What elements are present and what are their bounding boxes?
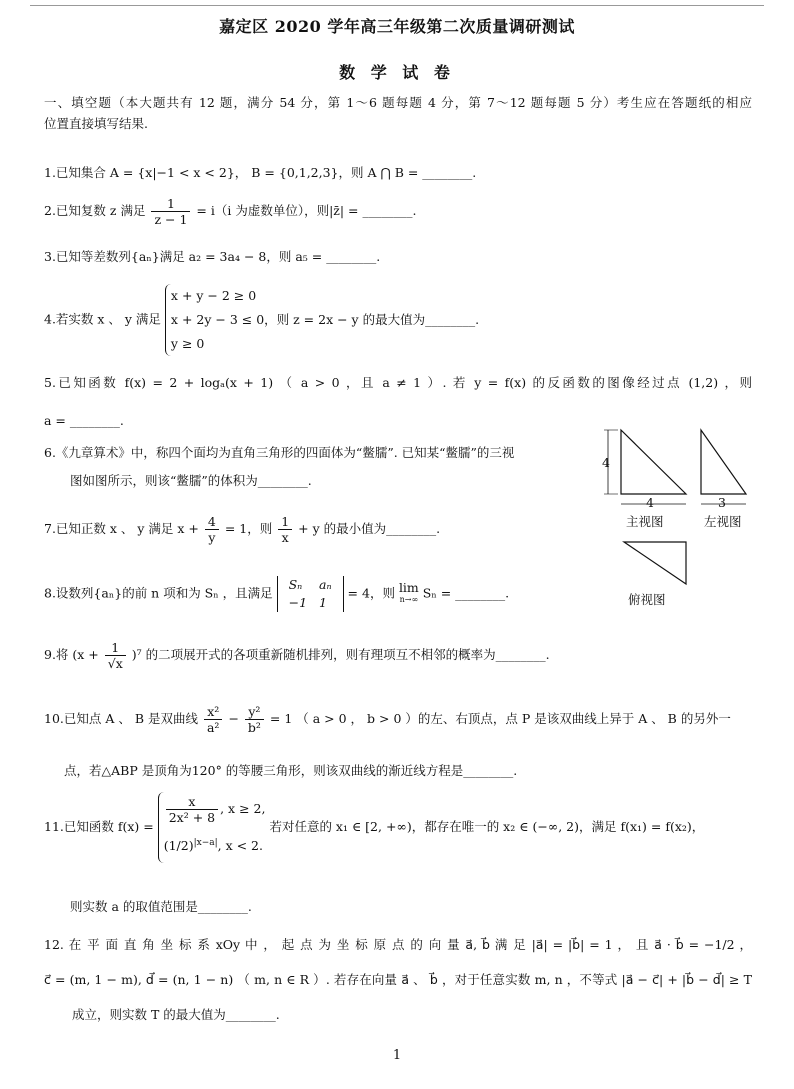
question-10 [44,704,731,735]
section-line-2: 位置直接填写结果. [44,116,148,131]
q9-num: 1 [105,640,126,656]
front-width-label: 4 [646,495,654,510]
q8-pre: 8.设数列{aₙ}的前 n 项和为 Sₙ ，且满足 [44,585,273,601]
page-title: 嘉定区 2020 学年高三年级第二次质量调研测试 [219,17,575,36]
question-5 [44,372,752,431]
q2-post: = i（i 为虚数单位），则|z̄| = ________. [196,203,417,218]
q11-line-2: 则实数 a 的取值范围是________. [70,899,252,914]
top-view-label: 俯视图 [628,592,666,607]
question-6 [44,442,514,491]
q10-minus: − [228,711,239,726]
q4-sys-3: y ≥ 0 [170,336,205,351]
q11-case-2 [164,826,266,863]
q11-piecewise [158,792,266,863]
page-number: 1 [392,1048,402,1063]
q2-pre: 2.已知复数 z 满足 [44,203,146,218]
q8-post: Sₙ = ________. [422,585,510,601]
q7-den-1: y [208,530,216,545]
q7-num-2: 1 [278,514,292,530]
front-view-label: 主视图 [626,514,664,529]
question-4 [44,284,479,356]
q11-c1-num: x [166,794,218,810]
q11-c2-cond: , x < 2. [217,838,263,854]
q10-line-2: 点，若△ABP 是顶角为120° 的等腰三角形，则该双曲线的渐近线方程是________. [64,763,518,778]
q10-frac-1 [204,704,222,735]
q7-frac-2 [278,514,292,545]
question-11 [44,792,704,863]
q10-num-1: x² [204,704,222,720]
q2-den: z − 1 [154,212,188,227]
q5-line-2: a = ________. [44,413,124,428]
q8-m22: 1 [319,595,327,610]
front-view-triangle [621,430,686,494]
q10-den-1: a² [206,720,220,735]
side-view-label: 左视图 [704,514,742,529]
q9-den: √x [107,656,123,671]
q11-case1-frac [166,794,218,825]
q7-den-2: x [281,530,289,545]
q11-c2-base: (1/2) [163,838,194,854]
q7-mid: = 1，则 [224,521,273,536]
q11-post: 若对任意的 x₁ ∈ [2, +∞)，都存在唯一的 x₂ ∈ (−∞, 2)，满足 f(x₁) = f(x₂)， [269,819,705,835]
q8-limit [399,582,419,606]
q7-pre: 7.已知正数 x 、 y 满足 x + [44,521,199,536]
q4-sys-2: x + 2y − 3 ≤ 0，则 z = 2x − y 的最大值为________. [170,312,480,327]
question-1: 1.已知集合 A = {x|−1 < x < 2}， B = {0,1,2,3}，则 A ⋂ B = ________. [44,165,477,180]
side-width-label: 3 [718,495,726,510]
q12-line-1: 12. 在 平 面 直 角 坐 标 系 xOy 中 ， 起 点 为 坐 标 原 点 的 向 量 a⃗, b⃗ 满 足 |a⃗| = |b⃗| = 1 ， 且 a⃗ · b⃗ = −1/2 ， [44,937,752,952]
q8-m11: Sₙ [288,577,303,592]
q8-mid: = 4，则 [347,585,395,601]
question-9 [44,640,550,671]
q10-den-2: b² [247,720,261,735]
question-8 [44,576,509,612]
top-view-triangle [624,542,686,584]
q7-post: + y 的最小值为________. [298,521,441,536]
q2-fraction [151,196,190,227]
q4-pre: 4.若实数 x 、 y 满足 [44,311,161,327]
q11-c2-exp: |x−a| [193,838,218,848]
q11-c1-cond: , x ≥ 2, [220,801,266,816]
section-line-1: 一、填空题（本大题共有 12 题，满分 54 分，第 1～6 题每题 4 分，第 7～12 题每题 5 分）考生应在答题纸的相应 [44,95,752,110]
q10-frac-2 [245,704,264,735]
q8-determinant [277,576,344,612]
q10-post: = 1 （ a > 0 ， b > 0 ）的左、右顶点，点 P 是该双曲线上异于 A 、 B 的另外一 [269,711,731,726]
q9-pre: 9.将 (x + [44,647,99,662]
q5-line-1: 5.已知函数 f(x) = 2 + logₐ(x + 1) （ a > 0 ，且 a ≠ 1 ）. 若 y = f(x) 的反函数的图像经过点 (1,2) ，则 [44,375,752,390]
q10-num-2: y² [245,704,264,720]
q9-fraction [105,640,126,671]
q11-pre: 11.已知函数 f(x) = [44,819,154,835]
q11-c1-den: 2x² + 8 [168,810,216,825]
q8-m12: aₙ [319,577,332,592]
q7-frac-1 [205,514,219,545]
q4-system [165,284,479,356]
q8-lim-sub: n→∞ [399,595,419,604]
question-3: 3.已知等差数列{aₙ}满足 a₂ = 3a₄ − 8，则 a₅ = ________. [44,249,381,264]
q4-sys-1: x + y − 2 ≥ 0 [170,288,257,303]
front-height-label: 4 [602,455,610,470]
question-7 [44,514,440,545]
q12-line-3: 成立，则实数 T 的最大值为________. [72,1007,280,1022]
side-view-triangle [701,430,746,494]
q6-line-2: 图如图所示，则该“鳖臑”的体积为________. [70,473,312,488]
header-rule [30,5,764,6]
q8-lim-word: lim [398,580,419,595]
question-12 [44,934,752,1025]
q9-post: )⁷ 的二项展开式的各项重新随机排列，则有理项互不相邻的概率为________. [131,647,550,662]
q8-m21: −1 [288,595,308,610]
q7-num-1: 4 [205,514,219,530]
q12-line-2: c⃗ = (m, 1 − m), d⃗ = (n, 1 − n) （ m, n ∈ R ）. 若存在向量 a⃗ 、 b⃗ ，对于任意实数 m, n ，不等式 |a⃗ − c⃗| + |b⃗ − d⃗| ≥ T [44,972,752,987]
question-2 [44,196,416,227]
section-instructions [44,92,752,134]
page-subtitle: 数 学 试 卷 [339,63,455,82]
q6-line-1: 6.《九章算术》中，称四个面均为直角三角形的四面体为“鳖臑”. 已知某“鳖臑”的三视 [44,445,515,460]
q10-pre: 10.已知点 A 、 B 是双曲线 [44,711,198,726]
q2-num: 1 [151,196,190,212]
q11-case-1 [164,792,266,826]
